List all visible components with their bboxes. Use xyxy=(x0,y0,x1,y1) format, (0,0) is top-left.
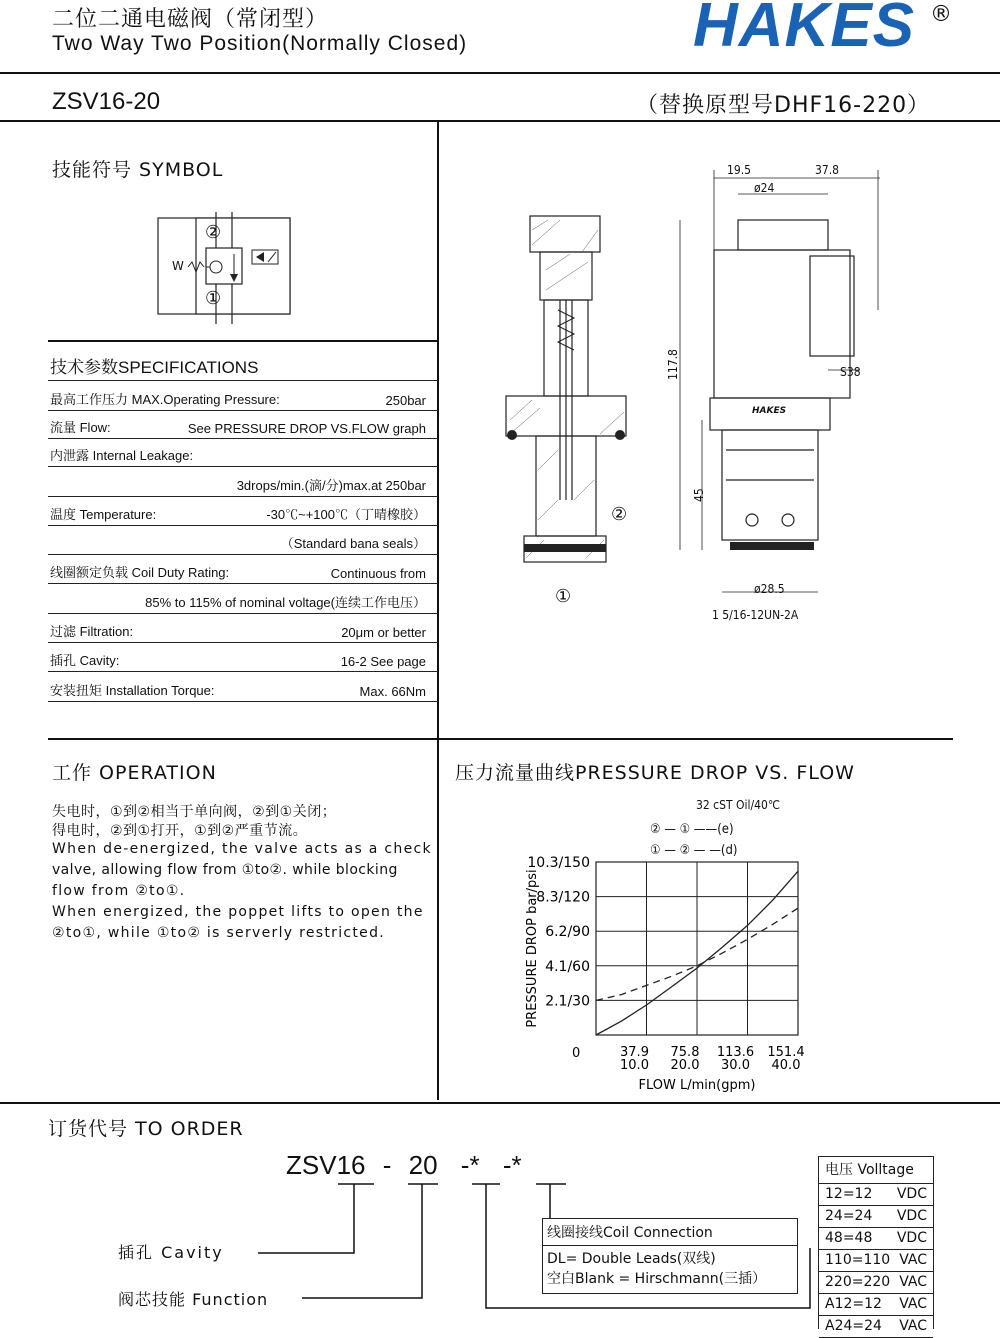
registered-mark: ® xyxy=(930,2,952,27)
dim-thread: 1 5/16-12UN-2A xyxy=(712,608,799,622)
order-code-voltage: -* xyxy=(502,1150,522,1180)
dim-37-8: 37.8 xyxy=(815,163,840,177)
x-tick-label-bottom: 10.0 xyxy=(620,1058,649,1073)
spec-label: 内泄露 Internal Leakage: xyxy=(50,448,194,463)
spec-heading-row xyxy=(48,352,438,381)
drawing-port-2: ② xyxy=(611,504,628,525)
bottom-divider xyxy=(0,1102,1000,1104)
operation-heading: 工作 OPERATION xyxy=(52,762,217,784)
x-tick-label-top: 113.6 xyxy=(716,1045,755,1060)
voltage-row xyxy=(819,1272,933,1294)
voltage-code: 24=24 xyxy=(825,1208,873,1224)
spec-value: 250bar xyxy=(385,393,426,408)
voltage-code: A12=12 xyxy=(825,1296,882,1312)
voltage-row xyxy=(819,1228,933,1250)
title-chinese: 二位二通电磁阀（常闭型） xyxy=(52,7,329,32)
dim-45: 45 xyxy=(692,488,706,502)
voltage-row xyxy=(819,1316,933,1338)
spec-value: 16-2 See page xyxy=(340,654,426,669)
spec-row xyxy=(48,585,438,614)
operation-line-3: When de-energized, the valve acts as a check xyxy=(52,841,432,857)
spec-top-rule xyxy=(48,340,438,342)
dim-dia-28-5: ø28.5 xyxy=(754,582,785,596)
operation-line-5: flow from ②to①. xyxy=(52,883,186,899)
coil-connection-line-1: DL= Double Leads(双线) xyxy=(547,1251,716,1267)
pressure-flow-chart xyxy=(500,850,840,1100)
order-cavity-label: 插孔 Cavity xyxy=(118,1243,224,1262)
dim-117-8: 117.8 xyxy=(666,349,680,380)
operation-line-6: When energized, the poppet lifts to open the xyxy=(52,904,424,920)
model-divider xyxy=(0,120,1000,122)
voltage-code: 12=12 xyxy=(825,1186,873,1202)
brand-logo: HAKES xyxy=(693,0,916,60)
y-tick-label: 6.2/90 xyxy=(545,924,590,941)
drawing-port-1: ① xyxy=(555,586,572,607)
chart-subtitle: 32 cST Oil/40℃ xyxy=(696,798,780,812)
order-code xyxy=(286,1150,522,1181)
voltage-row xyxy=(819,1184,933,1206)
operation-line-2: 得电时，②到①打开，①到②严重节流。 xyxy=(52,823,308,839)
spec-row xyxy=(48,643,438,672)
voltage-table xyxy=(819,1184,933,1338)
voltage-type: VDC xyxy=(896,1230,927,1246)
order-code-function: 20 xyxy=(408,1150,438,1180)
symbol-heading: 技能符号 SYMBOL xyxy=(52,159,224,181)
voltage-row xyxy=(819,1294,933,1316)
voltage-code: A24=24 xyxy=(825,1318,882,1334)
spec-row xyxy=(48,410,438,439)
spec-row xyxy=(48,673,438,702)
replacement-model: （替换原型号DHF16-220） xyxy=(636,93,931,118)
symbol-port-1: ① xyxy=(205,288,222,309)
legend-dashed: ① — ② — —(d) xyxy=(650,843,738,858)
coil-connection-box xyxy=(542,1218,798,1294)
model-number: ZSV16-20 xyxy=(52,88,161,115)
coil-connection-line-2: 空白Blank = Hirschmann(三插） xyxy=(547,1271,767,1287)
spec-row xyxy=(48,468,438,497)
coil-brand-label: HAKES xyxy=(752,406,787,416)
x-tick-label-top: 151.4 xyxy=(767,1045,805,1060)
operation-line-4: valve, allowing flow from ①to②. while blocking xyxy=(52,862,398,878)
spec-heading: 技术参数SPECIFICATIONS xyxy=(50,358,259,377)
y-tick-label: 8.3/120 xyxy=(536,889,590,906)
x-tick-label-bottom: 40.0 xyxy=(771,1058,801,1073)
legend-solid: ② — ① ——(e) xyxy=(650,822,734,837)
coil-connection-title: 线圈接线Coil Connection xyxy=(543,1219,797,1246)
voltage-box xyxy=(818,1156,934,1334)
spec-row xyxy=(48,497,438,526)
spec-value: -30℃~+100℃（丁晴橡胶） xyxy=(266,507,426,522)
x-axis-label: FLOW L/min(gpm) xyxy=(638,1078,756,1093)
operation-line-1: 失电时，①到②相当于单向阀，②到①关闭； xyxy=(52,804,337,820)
symbol-port-2: ② xyxy=(205,222,222,243)
voltage-title: 电压 Volltage xyxy=(819,1157,933,1184)
voltage-type: VAC xyxy=(899,1318,927,1334)
dim-s38: S38 xyxy=(840,365,861,379)
symbol-spring-label: W xyxy=(172,259,184,273)
voltage-code: 110=110 xyxy=(825,1252,891,1268)
voltage-type: VDC xyxy=(896,1208,927,1224)
voltage-row xyxy=(819,1250,933,1272)
x-tick-label-bottom: 20.0 xyxy=(670,1058,700,1073)
valve-drawing xyxy=(440,150,880,630)
voltage-code: 48=48 xyxy=(825,1230,873,1246)
spec-value: （Standard bana seals） xyxy=(280,536,426,551)
order-code-series: ZSV16 xyxy=(286,1150,366,1180)
spec-label: 流量 Flow: xyxy=(50,420,111,435)
spec-value: 3drops/min.(滴/分)max.at 250bar xyxy=(236,478,426,493)
spec-label: 过滤 Filtration: xyxy=(50,624,134,639)
voltage-type: VAC xyxy=(899,1274,927,1290)
origin-label: 0 xyxy=(572,1046,581,1061)
x-tick-label-bottom: 30.0 xyxy=(721,1058,750,1073)
spec-value: See PRESSURE DROP VS.FLOW graph xyxy=(187,421,426,436)
spec-label: 温度 Temperature: xyxy=(50,507,157,522)
spec-value: 85% to 115% of nominal voltage(连续工作电压） xyxy=(145,595,426,610)
spec-value: Continuous from xyxy=(330,566,426,581)
spec-row xyxy=(48,555,438,584)
dim-19-5: 19.5 xyxy=(727,163,752,177)
y-tick-label: 2.1/30 xyxy=(545,993,590,1010)
spec-row xyxy=(48,526,438,555)
y-tick-label: 4.1/60 xyxy=(545,958,590,975)
y-tick-label: 10.3/150 xyxy=(527,855,590,871)
spec-label: 安装扭矩 Installation Torque: xyxy=(50,683,215,698)
chart-title: 压力流量曲线PRESSURE DROP VS. FLOW xyxy=(455,762,855,784)
voltage-type: VDC xyxy=(896,1186,927,1202)
spec-label: 插孔 Cavity: xyxy=(50,653,120,668)
dim-dia-24: ø24 xyxy=(754,181,775,195)
voltage-type: VAC xyxy=(899,1252,927,1268)
operation-line-7: ②to①, while ①to② is serverly restricted. xyxy=(52,925,386,941)
order-code-sep: - xyxy=(382,1150,392,1180)
middle-divider xyxy=(48,738,953,740)
spec-value: Max. 66Nm xyxy=(359,684,426,699)
order-function-label: 阀芯技能 Function xyxy=(118,1290,269,1309)
operation-text xyxy=(52,802,442,944)
y-axis-label: PRESSURE DROP bar/psi xyxy=(525,869,540,1028)
spec-value: 20μm or better xyxy=(341,625,426,640)
voltage-type: VAC xyxy=(899,1296,927,1312)
spec-label: 最高工作压力 MAX.Operating Pressure: xyxy=(50,392,280,407)
spec-row xyxy=(48,438,438,467)
spec-row xyxy=(48,382,438,411)
order-heading: 订货代号 TO ORDER xyxy=(48,1118,244,1140)
x-tick-label-top: 37.9 xyxy=(620,1045,649,1060)
spec-label: 线圈额定负载 Coil Duty Rating: xyxy=(50,565,230,580)
x-tick-label-top: 75.8 xyxy=(670,1045,700,1060)
title-english: Two Way Two Position(Normally Closed) xyxy=(52,32,468,55)
voltage-row xyxy=(819,1206,933,1228)
voltage-code: 220=220 xyxy=(825,1274,891,1290)
order-code-coil: -* xyxy=(460,1150,480,1180)
spec-row xyxy=(48,614,438,643)
header-divider xyxy=(0,72,1000,74)
